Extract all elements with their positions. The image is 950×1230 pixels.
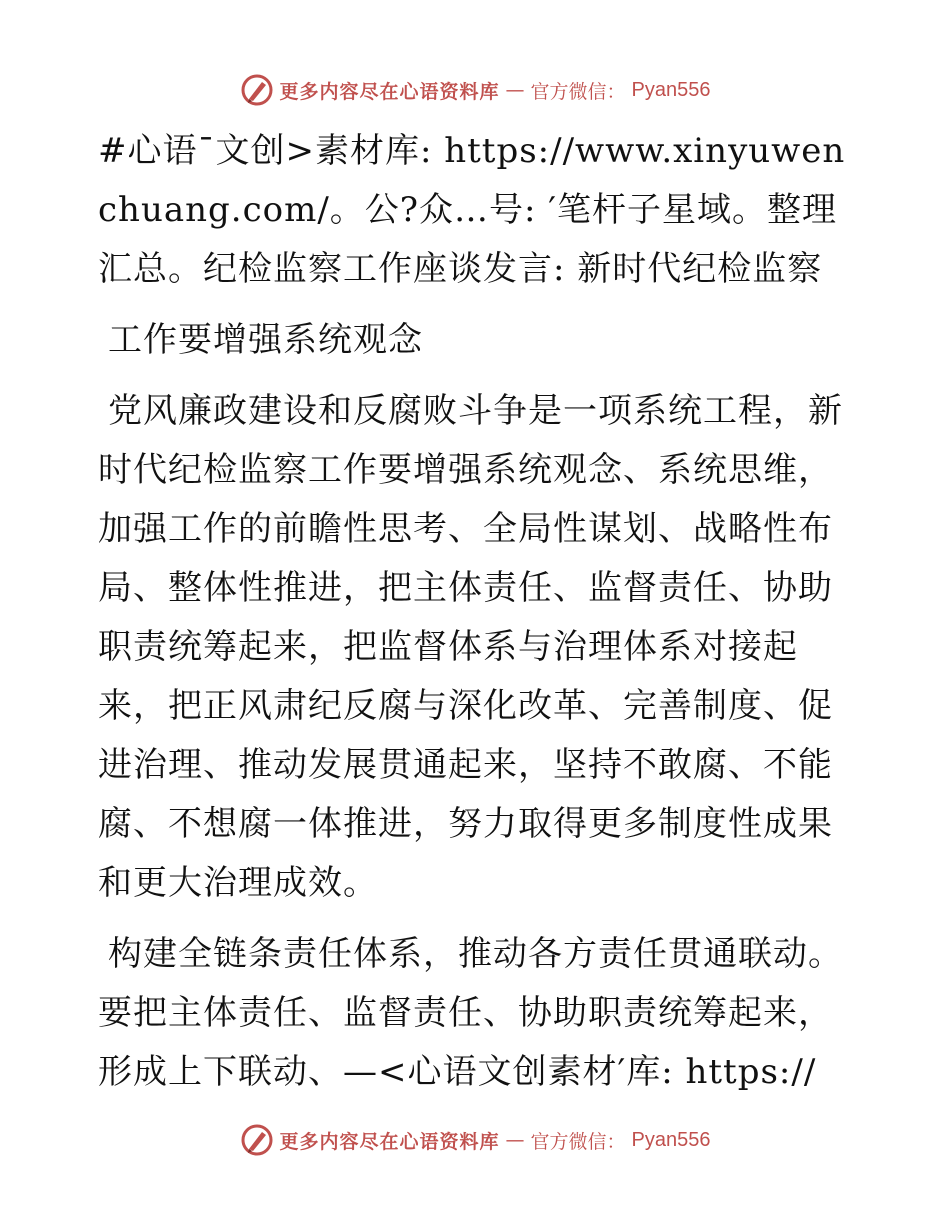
banner-wechat-id: Pyan556 [631, 1128, 711, 1151]
quill-logo-icon [240, 1123, 274, 1157]
document-body [98, 122, 850, 1114]
banner-slogan: 更多内容尽在心语资料库 [279, 1130, 500, 1153]
paragraph-heading: 工作要增强系统观念 [108, 320, 423, 360]
header-watermark-banner [0, 70, 950, 110]
banner-wechat-label: 官方微信： [530, 80, 626, 103]
quill-logo-icon [240, 73, 274, 107]
paragraph-body-1: 党风廉政建设和反腐败斗争是一项系统工程，新时代纪检监察工作要增强系统观念、系统思维，加强工作的前瞻性思考、全局性谋划、战略性布局、整体性推进，把主体责任、监督责任、协助职责统筹起来，把监督体系与治理体系对接起来，把正风肃纪反腐与深化改革、完善制度、促进治理、推动发展贯通起来，坚持不敢腐、不能腐、不想腐一体推进，努力取得更多制度性成果和更大治理成效。 [98, 391, 843, 903]
footer-watermark-banner [0, 1120, 950, 1160]
banner-separator: — [505, 1129, 525, 1151]
banner-wechat-label: 官方微信： [530, 1130, 626, 1153]
banner-separator: — [505, 79, 525, 101]
banner-slogan: 更多内容尽在心语资料库 [279, 80, 500, 103]
paragraph-source-notice: #心语¯文创>素材库: https://www.xinyuwenchuang.com/。公?众…号: ′笔杆子星域。整理汇总。纪检监察工作座谈发言: 新时代纪检监察 [98, 131, 846, 289]
banner-wechat-id: Pyan556 [631, 78, 711, 101]
paragraph-body-2: 构建全链条责任体系，推动各方责任贯通联动。要把主体责任、监督责任、协助职责统筹起来，形成上下联动、—<心语文创素材′库: https:// [98, 934, 843, 1092]
